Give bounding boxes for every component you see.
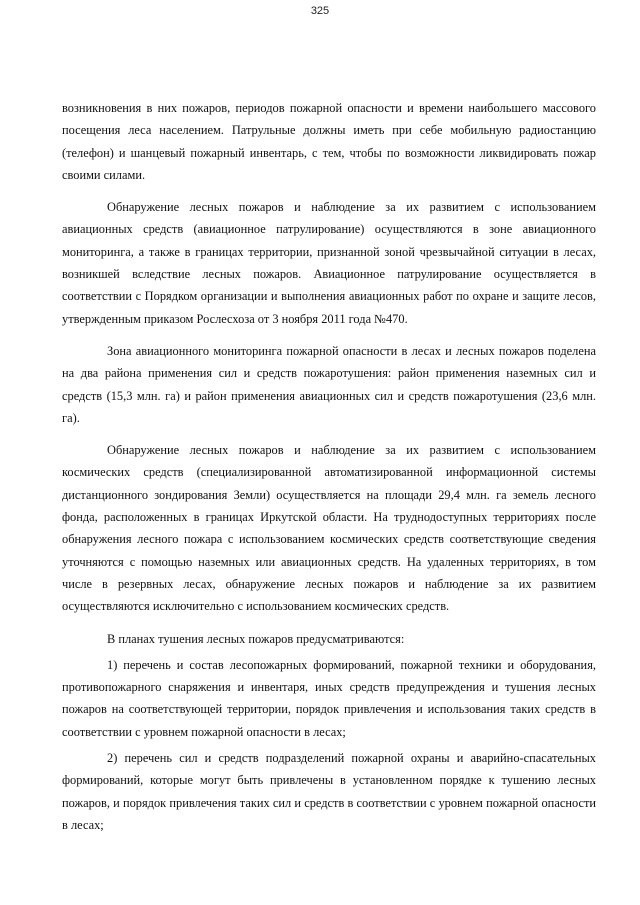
document-body: [62, 97, 596, 836]
paragraph-monitoring-zone: Зона авиационного мониторинга пожарной опасности в лесах и лесных пожаров поделена на два района применения сил и средств пожаротушения: район применения наземных сил и средств (15,3 млн. га) и район применения авиационных сил и средств пожаротушения (23,6 млн. га).: [62, 343, 596, 425]
paragraph-aviation-patrol: Обнаружение лесных пожаров и наблюдение за их развитием с использованием авиационных средств (авиационное патрулирование) осуществляются в зоне авиационного мониторинга, а также в границах территории, признанной зоной чрезвычайной ситуации в лесах, возникшей вследствие лесных пожаров. Авиационное патрулирование осуществляется в соответствии с Порядком организации и выполнения авиационных работ по охране и защите лесов, утвержденным приказом Рослесхоза от 3 ноября 2011 года №470.: [62, 200, 596, 326]
paragraph-plans-intro: В планах тушения лесных пожаров предусматриваются:: [107, 631, 405, 646]
paragraph-space-monitoring: Обнаружение лесных пожаров и наблюдение за их развитием с использованием космических средств (специализированной автоматизированной информационной системы дистанционного зондирования Земли) осуществляется на площади 29,4 млн. га земель лесного фонда, расположенных в границах Иркутской области. На труднодоступных территориях после обнаружения лесного пожара с использованием космических средств соответствующие сведения уточняются с помощью наземных или авиационных средств. На удаленных территориях, в том числе в резервных лесах, обнаружение лесных пожаров и наблюдение за их развитием осуществляются исключительно с использованием космических средств.: [62, 443, 596, 614]
list-item-1: 1) перечень и состав лесопожарных формирований, пожарной техники и оборудования, противопожарного снаряжения и инвентаря, иных средств предупреждения и тушения лесных пожаров на соответствующей территории, порядок привлечения и использования таких средств в соответствии с уровнем пожарной опасности в лесах;: [62, 657, 596, 739]
paragraph-continued: возникновения в них пожаров, периодов пожарной опасности и времени наибольшего массового посещения леса населением. Патрульные должны иметь при себе мобильную радиостанцию (телефон) и шанцевый пожарный инвентарь, с тем, чтобы по возможности ликвидировать пожар своими силами.: [62, 101, 596, 182]
page-number: 325: [310, 5, 330, 17]
list-item-2: 2) перечень сил и средств подразделений пожарной охраны и аварийно-спасательных формирований, которые могут быть привлечены в установленном порядке к тушению лесных пожаров, и порядок привлечения таких сил и средств в соответствии с уровнем пожарной опасности в лесах;: [62, 751, 596, 832]
